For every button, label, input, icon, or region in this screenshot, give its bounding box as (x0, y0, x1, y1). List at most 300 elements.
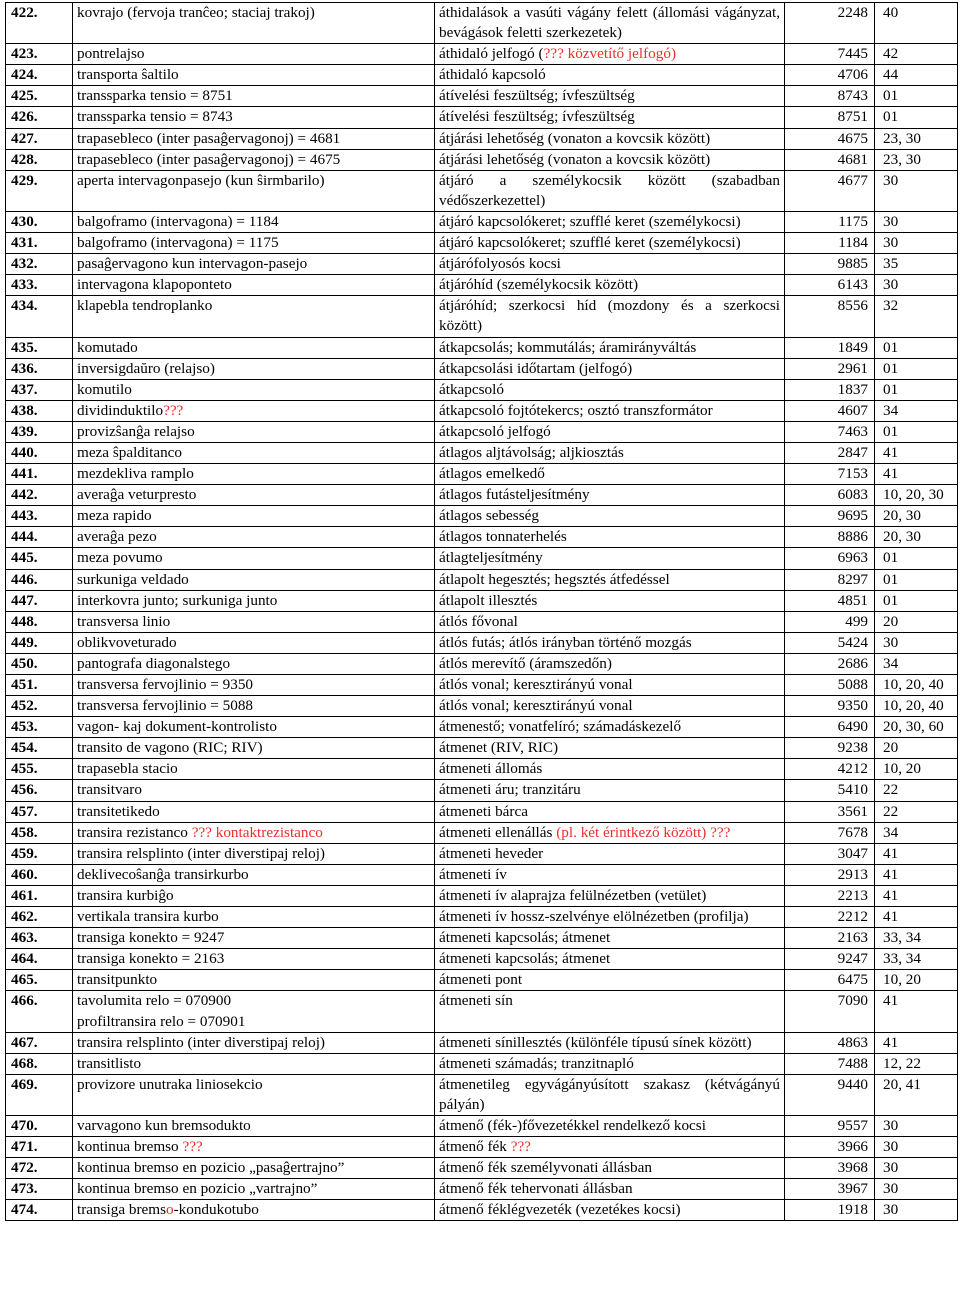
table-row (6, 65, 958, 86)
esperanto-term-note: ??? kontaktrezistanco (191, 823, 323, 841)
esperanto-term (73, 611, 435, 632)
esperanto-term-text: klapebla tendroplanko (77, 297, 213, 315)
esperanto-term (73, 358, 435, 379)
hungarian-term-text: átjáró kapcsolókeret; szufflé keret (személykocsi) (439, 234, 741, 252)
hungarian-term-text: átmenő féklégvezeték (vezetékes kocsi) (439, 1201, 681, 1219)
hungarian-term-text: átmenő fék személyvonati állásban (439, 1159, 652, 1177)
term-code: 8743 (785, 86, 875, 107)
entry-number: 439. (6, 421, 73, 442)
table-row (6, 864, 958, 885)
esperanto-term-text: balgoframo (intervagona) = 1184 (77, 212, 279, 230)
esperanto-term-text: provizŝanĝa relajso (77, 422, 195, 440)
hungarian-term-text: átkapcsoló fojtótekercs; osztó transzformátor (439, 401, 713, 419)
hungarian-term-note: ??? közvetítő jelfogó) (543, 45, 677, 63)
esperanto-term-text: interkovra junto; surkuniga junto (77, 591, 278, 609)
category-codes: 32 (875, 296, 958, 337)
category-codes: 12, 22 (875, 1053, 958, 1074)
category-codes: 33, 34 (875, 949, 958, 970)
hungarian-term-text: átmeneti áru; tranzitáru (439, 781, 581, 799)
esperanto-term-text: -kondukotubo (173, 1201, 259, 1219)
hungarian-term-text: átmenestő; vonatfelíró; számadáskezelő (439, 718, 682, 736)
term-code: 3966 (785, 1137, 875, 1158)
hungarian-term (435, 254, 785, 275)
entry-number: 434. (6, 296, 73, 337)
esperanto-term-text: transira kurbiĝo (77, 886, 174, 904)
esperanto-term-text: pontrelajso (77, 45, 145, 63)
category-codes: 41 (875, 991, 958, 1032)
esperanto-term (73, 759, 435, 780)
esperanto-term-text: provizore unutraka liniosekcio (77, 1075, 263, 1093)
esperanto-term (73, 65, 435, 86)
entry-number: 422. (6, 3, 73, 44)
hungarian-term-text: átlagos futásteljesítmény (439, 486, 590, 504)
esperanto-term (73, 379, 435, 400)
category-codes: 01 (875, 86, 958, 107)
esperanto-term (73, 254, 435, 275)
table-row (6, 3, 958, 44)
esperanto-term-text: surkuniga veldado (77, 570, 189, 588)
table-row (6, 254, 958, 275)
term-code: 4675 (785, 128, 875, 149)
term-code: 4607 (785, 400, 875, 421)
esperanto-term (73, 296, 435, 337)
esperanto-term-text: tavolumita relo = 070900 (77, 992, 232, 1010)
esperanto-term (73, 421, 435, 442)
esperanto-term-text: kontinua bremso en pozicio „pasaĝertrajno” (77, 1159, 345, 1177)
entry-number: 445. (6, 548, 73, 569)
hungarian-term-text: átívelési feszültség; ívfeszültség (439, 108, 635, 126)
table-row (6, 675, 958, 696)
entry-number: 457. (6, 801, 73, 822)
esperanto-term (73, 822, 435, 843)
hungarian-term (435, 885, 785, 906)
esperanto-term (73, 738, 435, 759)
esperanto-term (73, 548, 435, 569)
esperanto-term-text: transiga brems (77, 1201, 166, 1219)
table-row (6, 780, 958, 801)
entry-number: 427. (6, 128, 73, 149)
category-codes: 41 (875, 1032, 958, 1053)
hungarian-term (435, 1115, 785, 1136)
category-codes: 34 (875, 400, 958, 421)
entry-number: 423. (6, 44, 73, 65)
category-codes: 41 (875, 907, 958, 928)
entry-number: 446. (6, 569, 73, 590)
hungarian-term (435, 170, 785, 211)
hungarian-term (435, 211, 785, 232)
category-codes: 30 (875, 233, 958, 254)
category-codes: 20, 30, 60 (875, 717, 958, 738)
table-row (6, 548, 958, 569)
term-code: 8556 (785, 296, 875, 337)
esperanto-term-text: transito de vagono (RIC; RIV) (77, 739, 263, 757)
hungarian-term-text: átmeneti ív alaprajza felülnézetben (vetület) (439, 886, 707, 904)
hungarian-term-text: átlagteljesítmény (439, 549, 543, 567)
term-code: 2961 (785, 358, 875, 379)
category-codes: 34 (875, 822, 958, 843)
category-codes: 22 (875, 801, 958, 822)
hungarian-term-text: átkapcsoló (439, 380, 504, 398)
esperanto-term (73, 653, 435, 674)
esperanto-term-text: transira rezistanco (77, 823, 192, 841)
esperanto-term-text: transversa fervojlinio = 9350 (77, 676, 254, 693)
hungarian-term (435, 1074, 785, 1115)
esperanto-term (73, 801, 435, 822)
entry-number: 438. (6, 400, 73, 421)
hungarian-term-text: átmeneti sín (439, 992, 513, 1010)
hungarian-term-text: átkapcsoló jelfogó (439, 422, 551, 440)
table-row (6, 379, 958, 400)
esperanto-term-text: meza povumo (77, 549, 163, 567)
hungarian-term-text: átjáróhíd (személykocsik között) (439, 276, 639, 294)
term-code: 4681 (785, 149, 875, 170)
hungarian-term (435, 675, 785, 696)
table-row (6, 464, 958, 485)
hungarian-term (435, 1200, 785, 1221)
esperanto-term (73, 780, 435, 801)
term-code: 3967 (785, 1179, 875, 1200)
esperanto-term (73, 569, 435, 590)
hungarian-term-text: átmenő (fék-)fővezetékkel rendelkező kocsi (439, 1116, 706, 1134)
hungarian-term (435, 696, 785, 717)
term-code: 4677 (785, 170, 875, 211)
entry-number: 474. (6, 1200, 73, 1221)
category-codes: 01 (875, 358, 958, 379)
term-code: 8751 (785, 107, 875, 128)
esperanto-term-text: transiga konekto = 9247 (77, 929, 225, 947)
hungarian-term-text: átlagos aljtávolság; aljkiosztás (439, 443, 624, 461)
esperanto-term-text: meza rapido (77, 507, 152, 525)
hungarian-term-text: áthidaló jelfogó ( (439, 45, 544, 63)
hungarian-term-text: átlapolt illesztés (439, 591, 538, 609)
table-row (6, 442, 958, 463)
esperanto-term (73, 44, 435, 65)
esperanto-term-text: kontinua bremso en pozicio „vartrajno” (77, 1180, 318, 1198)
term-code: 6143 (785, 275, 875, 296)
category-codes: 33, 34 (875, 928, 958, 949)
esperanto-term-text: transversa fervojlinio = 5088 (77, 697, 254, 715)
hungarian-term-text: átmeneti kapcsolás; átmenet (439, 950, 611, 968)
hungarian-term-text: átívelési feszültség; ívfeszültség (439, 87, 635, 105)
entry-number: 473. (6, 1179, 73, 1200)
hungarian-term (435, 3, 785, 44)
category-codes: 30 (875, 632, 958, 653)
hungarian-term-note: ??? (510, 1138, 531, 1156)
term-code: 1849 (785, 337, 875, 358)
category-codes: 34 (875, 653, 958, 674)
esperanto-term-text: dividinduktilo (77, 401, 164, 419)
esperanto-term-text: balgoframo (intervagona) = 1175 (77, 234, 279, 252)
term-code: 499 (785, 611, 875, 632)
entry-number: 466. (6, 991, 73, 1032)
table-row (6, 1137, 958, 1158)
table-row (6, 506, 958, 527)
hungarian-term (435, 780, 785, 801)
hungarian-term (435, 632, 785, 653)
esperanto-term (73, 970, 435, 991)
term-code: 6490 (785, 717, 875, 738)
entry-number: 435. (6, 337, 73, 358)
esperanto-term (73, 1053, 435, 1074)
esperanto-term (73, 1032, 435, 1053)
hungarian-term (435, 928, 785, 949)
esperanto-term (73, 864, 435, 885)
term-code: 6475 (785, 970, 875, 991)
term-code: 3561 (785, 801, 875, 822)
table-row (6, 1158, 958, 1179)
esperanto-term (73, 991, 435, 1032)
esperanto-term (73, 928, 435, 949)
category-codes: 01 (875, 569, 958, 590)
entry-number: 431. (6, 233, 73, 254)
entry-number: 449. (6, 632, 73, 653)
hungarian-term-text: átlós fővonal (439, 612, 518, 630)
table-row (6, 738, 958, 759)
hungarian-term (435, 843, 785, 864)
entry-number: 442. (6, 485, 73, 506)
hungarian-term (435, 653, 785, 674)
term-code: 8297 (785, 569, 875, 590)
entry-number: 428. (6, 149, 73, 170)
table-row (6, 275, 958, 296)
hungarian-term-text: átlós merevítő (áramszedőn) (439, 654, 612, 672)
hungarian-term-text: átjárási lehetőség (vonaton a kovcsik között) (439, 150, 711, 168)
term-code: 1175 (785, 211, 875, 232)
hungarian-term-text: átjáróhíd; szerkocsi híd (mozdony és a szerkocsi között) (439, 297, 780, 335)
esperanto-term (73, 3, 435, 44)
table-row (6, 569, 958, 590)
hungarian-term (435, 822, 785, 843)
esperanto-term-note: o (166, 1201, 174, 1219)
table-row (6, 717, 958, 738)
category-codes: 20, 30 (875, 506, 958, 527)
category-codes: 01 (875, 107, 958, 128)
hungarian-term (435, 1137, 785, 1158)
esperanto-term-text: transitvaro (77, 781, 142, 799)
entry-number: 451. (6, 675, 73, 696)
esperanto-term-text: pasaĝervagono kun intervagon-pasejo (77, 255, 308, 273)
esperanto-term-text: trapasebleco (inter pasaĝervagonoj) = 4675 (77, 150, 341, 168)
category-codes: 01 (875, 590, 958, 611)
esperanto-term (73, 1179, 435, 1200)
esperanto-term (73, 675, 435, 696)
table-row (6, 590, 958, 611)
entry-number: 430. (6, 211, 73, 232)
category-codes: 30 (875, 1137, 958, 1158)
esperanto-term (73, 1158, 435, 1179)
table-row (6, 949, 958, 970)
term-code: 3968 (785, 1158, 875, 1179)
esperanto-term (73, 128, 435, 149)
hungarian-term-text: átmeneti ív (439, 865, 507, 883)
table-row (6, 296, 958, 337)
dictionary-table (5, 2, 958, 1221)
esperanto-term-text: komutado (77, 338, 138, 356)
entry-number: 426. (6, 107, 73, 128)
category-codes: 30 (875, 1115, 958, 1136)
category-codes: 30 (875, 170, 958, 211)
term-code: 9695 (785, 506, 875, 527)
entry-number: 425. (6, 86, 73, 107)
hungarian-term-text: átmenő fék (439, 1138, 511, 1156)
esperanto-term-text: transsparka tensio = 8751 (77, 87, 233, 105)
table-row (6, 107, 958, 128)
hungarian-term-text: átlós futás; átlós irányban történő mozgás (439, 633, 692, 651)
category-codes: 01 (875, 421, 958, 442)
table-row (6, 801, 958, 822)
hungarian-term (435, 527, 785, 548)
entry-number: 433. (6, 275, 73, 296)
term-code: 9238 (785, 738, 875, 759)
hungarian-term-text: átmeneti sínillesztés (különféle típusú sínek között) (439, 1033, 752, 1051)
term-code: 4863 (785, 1032, 875, 1053)
term-code: 4212 (785, 759, 875, 780)
category-codes: 30 (875, 211, 958, 232)
esperanto-term (73, 590, 435, 611)
category-codes: 41 (875, 442, 958, 463)
table-row (6, 44, 958, 65)
term-code: 1837 (785, 379, 875, 400)
category-codes: 01 (875, 379, 958, 400)
hungarian-term (435, 128, 785, 149)
dictionary-table-body (6, 3, 958, 1221)
hungarian-term (435, 611, 785, 632)
category-codes: 20, 30 (875, 527, 958, 548)
esperanto-term-text: trapasebla stacio (77, 760, 178, 778)
term-code: 9350 (785, 696, 875, 717)
category-codes: 20, 41 (875, 1074, 958, 1115)
table-row (6, 843, 958, 864)
category-codes: 41 (875, 464, 958, 485)
hungarian-term (435, 1032, 785, 1053)
hungarian-term (435, 949, 785, 970)
hungarian-term (435, 337, 785, 358)
hungarian-term-text: áthidaló kapcsoló (439, 66, 546, 84)
table-row (6, 149, 958, 170)
entry-number: 469. (6, 1074, 73, 1115)
term-code: 2847 (785, 442, 875, 463)
hungarian-term-text: átjárófolyosós kocsi (439, 255, 561, 273)
esperanto-term-text: intervagona klapoponteto (77, 276, 232, 294)
table-row (6, 358, 958, 379)
hungarian-term (435, 358, 785, 379)
category-codes: 22 (875, 780, 958, 801)
esperanto-term (73, 1074, 435, 1115)
hungarian-term (435, 485, 785, 506)
entry-number: 437. (6, 379, 73, 400)
table-row (6, 485, 958, 506)
term-code: 7153 (785, 464, 875, 485)
esperanto-term-text: pantografa diagonalstego (77, 654, 231, 672)
term-code: 1918 (785, 1200, 875, 1221)
table-row (6, 653, 958, 674)
esperanto-term-text: transversa linio (77, 612, 171, 630)
term-code: 6083 (785, 485, 875, 506)
entry-number: 471. (6, 1137, 73, 1158)
hungarian-term-text: átmeneti ív hossz-szelvénye elölnézetben (profilja) (439, 908, 749, 926)
category-codes: 42 (875, 44, 958, 65)
esperanto-term (73, 885, 435, 906)
hungarian-term-text: átmeneti heveder (439, 844, 544, 862)
esperanto-term-text: transiga konekto = 2163 (77, 950, 225, 968)
table-row (6, 421, 958, 442)
esperanto-term-text: komutilo (77, 380, 132, 398)
esperanto-term (73, 485, 435, 506)
hungarian-term (435, 149, 785, 170)
table-row (6, 991, 958, 1032)
term-code: 2163 (785, 928, 875, 949)
entry-number: 455. (6, 759, 73, 780)
category-codes: 23, 30 (875, 149, 958, 170)
esperanto-term (73, 1137, 435, 1158)
esperanto-term (73, 843, 435, 864)
table-row (6, 337, 958, 358)
category-codes: 10, 20 (875, 970, 958, 991)
entry-number: 432. (6, 254, 73, 275)
hungarian-term (435, 759, 785, 780)
table-row (6, 527, 958, 548)
table-row (6, 1074, 958, 1115)
entry-number: 458. (6, 822, 73, 843)
hungarian-term (435, 86, 785, 107)
entry-number: 456. (6, 780, 73, 801)
category-codes: 41 (875, 885, 958, 906)
esperanto-term-text: transira relsplinto (inter diverstipaj reloj) (77, 844, 325, 862)
category-codes: 30 (875, 275, 958, 296)
hungarian-term-text: áthidalások a vasúti vágány felett (állomási vágányzat, bevágások feletti szerkezetek) (439, 4, 780, 42)
entry-number: 447. (6, 590, 73, 611)
category-codes: 20 (875, 738, 958, 759)
hungarian-term (435, 590, 785, 611)
entry-number: 436. (6, 358, 73, 379)
entry-number: 444. (6, 527, 73, 548)
table-row (6, 970, 958, 991)
hungarian-term (435, 400, 785, 421)
term-code: 9247 (785, 949, 875, 970)
term-code: 5424 (785, 632, 875, 653)
hungarian-term (435, 801, 785, 822)
entry-number: 429. (6, 170, 73, 211)
esperanto-term (73, 170, 435, 211)
category-codes: 41 (875, 864, 958, 885)
table-row (6, 1053, 958, 1074)
hungarian-term-text: átmeneti bárca (439, 802, 528, 820)
hungarian-term (435, 296, 785, 337)
table-row (6, 86, 958, 107)
hungarian-term-text: átmeneti számadás; tranzitnapló (439, 1054, 634, 1072)
term-code: 6963 (785, 548, 875, 569)
esperanto-term (73, 949, 435, 970)
hungarian-term-text: átlapolt hegesztés; hegsztés átfedéssel (439, 570, 670, 588)
category-codes: 30 (875, 1200, 958, 1221)
entry-number: 468. (6, 1053, 73, 1074)
entry-number: 448. (6, 611, 73, 632)
term-code: 4851 (785, 590, 875, 611)
entry-number: 450. (6, 653, 73, 674)
hungarian-term (435, 442, 785, 463)
hungarian-term-text: átmenetileg egyvágányúsított szakasz (kétvágányú pályán) (439, 1075, 780, 1113)
esperanto-term (73, 907, 435, 928)
table-row (6, 1179, 958, 1200)
table-row (6, 885, 958, 906)
term-code: 3047 (785, 843, 875, 864)
esperanto-term (73, 275, 435, 296)
table-row (6, 928, 958, 949)
table-row (6, 759, 958, 780)
entry-number: 440. (6, 442, 73, 463)
term-code: 9557 (785, 1115, 875, 1136)
entry-number: 470. (6, 1115, 73, 1136)
